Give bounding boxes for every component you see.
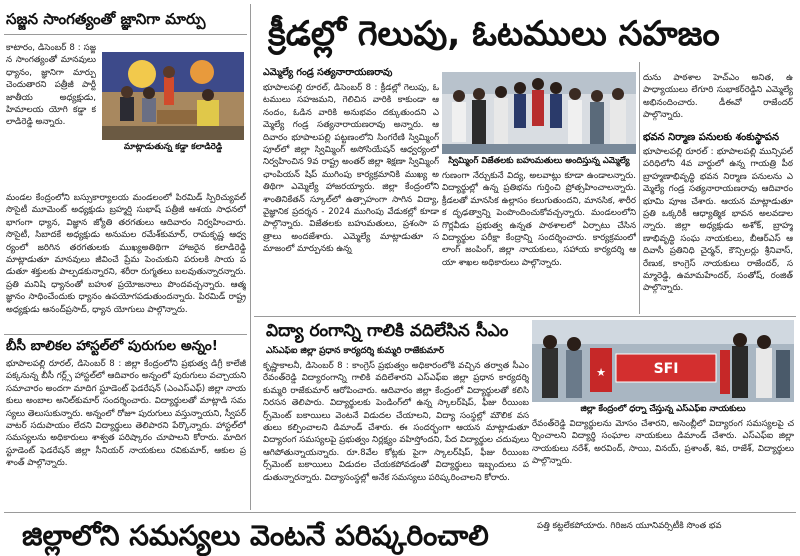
education-headline: విద్యా రంగాన్ని గాలికి వదిలేసిన సీఎం bbox=[266, 321, 509, 341]
photo-caption: మాట్లాడుతున్న కడ్డా కలాడిరెడ్డి bbox=[123, 142, 223, 152]
sfi-protest-photo bbox=[532, 320, 794, 402]
education-body-text: కృష్ణాకాలనీ, డిసెంబర్ 8 : కాంగ్రెస్ ప్రభుత్వం అధికారంలోకి వచ్చిన తర్వాత సీఎం రేవంత్‌రెడ్డి విద్యారంగాన్ని గాలికి వదిలేశారని ఎస్ఎఫ్ఐ జిల్లా ప్రధాన కార్యదర్శి కుమ్మరి రాజేకుమార్ ఆరోపించారు. ఆదివారం జిల్లా కేంద్రంలో విద్యార్థులతో కలిసి నిరసన తెలిపారు. విద్యార్థులకు పెండింగ్‌లో ఉన్న స్కాలర్‌షిప్, ఫీజు రీయింబర్స్‌మెంట్ బకాయిలు వెంటనే విడుదల చేయాలని, విద్యా సంస్థల్లో మౌలిక వసతులు కల్పించాలని డిమాండ్ చేశారు. ఈ సందర్భంగా ఆయన మాట్లాడుతూ విద్యారంగ సమస్యలపై ప్రభుత్వం నిర్లక్ష్యం వహిస్తోందని, పేద విద్యార్థుల చదువులు ఆగిపోతున్నాయన్నారు. రూ.8వేల కోట్లకు పైగా స్కాలర్‌షిప్, ఫీజు రీయింబర్స్‌మెంట్ బకాయిలు విడుదల చేయకపోవడంతో విద్యార్థులు ఇబ్బందులు పడుతున్నారన్నారు. విద్యాసంస్థల్లో అనేక సమస్యలు పరిష్కరించాలని కోరారు. bbox=[263, 361, 529, 483]
bottom-right-text: పత్తి కట్టలేకపోయారు. గిరిజన యూనివర్సిటీకి సొంత భవ bbox=[537, 521, 722, 531]
construction-body-text: భూపాలపల్లి రూరల్ : భూపాలపల్లి మున్సిపల్ పరిధిలోని 4వ వార్డులో ఉన్న గాయత్రి పీఠ బ్రాహ్మణాభివృద్ధి భవన నిర్మాణ పనులను ఎమ్మెల్యే గండ్ర సత్యనారాయణరావు ఆదివారం భూమి పూజ చేశారు. ఆయన మాట్లాడుతూ ప్రతి ఒక్కరికీ ఆధ్యాత్మిక భావన అలవడాలన్నారు. జిల్లా అధ్యక్షుడు అశోక్, బ్రాహ్మణాభివృద్ధి సంఘ నాయకులు, బీఆర్ఎస్ ఆదివాసీ ప్రతినిధి చైర్మన్, కౌన్సిలర్లు శ్రీనివాస్, రేణుక, కాంగ్రెస్ నాయకులు రాజేందర్, సమ్మారెడ్డి, ఉమామహేందర్, సంతోష్, రంజిత్ పాల్గొన్నారు. bbox=[643, 147, 793, 294]
meditation-event-photo bbox=[102, 52, 244, 140]
sports-byline: ఎమ్మెల్యే గండ్ర సత్యనారాయణరావు bbox=[263, 67, 393, 78]
divider bbox=[4, 334, 247, 335]
divider bbox=[4, 512, 796, 513]
swimming-award-photo bbox=[442, 72, 636, 154]
education-right-text: రేవంత్‌రెడ్డి విద్యార్థులను మోసం చేశారని, అసెంబ్లీలో విద్యారంగ సమస్యలపై చర్చించాలని విద్యార్థి సంఘాల నాయకులు డిమాండ్ చేశారు. ఎస్ఎఫ్ఐ జిల్లా నాయకులు నరేశ్, అరవింద్, సాయి, వినయ్, ప్రశాంత్, శివ, రాజేశ్, విద్యార్థులు పాల్గొన్నారు. bbox=[532, 419, 794, 467]
sports-body-text: భూపాలపల్లి రూరల్, డిసెంబర్ 8 : క్రీడల్లో గెలుపు, ఓటములు సహజమని, గెలిచిన వారికి కాకుండా ఆనందం, ఓడిన వారికి అనుభవం దక్కుతుందని ఎమ్మెల్యే గండ్ర సత్యనారాయణరావు అన్నారు. ఆదివారం భూపాలపల్లి పట్టణంలోని సింగరేణి స్విమ్మింగ్ పూల్‌లో జిల్లా స్విమ్మింగ్ అసోసియేషన్ ఆధ్వర్యంలో నిర్వహించిన 9వ రాష్ట్ర అంతర్ జిల్లా శిక్షణా స్విమ్మింగ్ ఛాంపియన్ షిప్ ముగింపు కార్యక్రమానికి ముఖ్య అతిథిగా ఎమ్మెల్యే హాజరయ్యారు. జిల్లా కేంద్రంలోని శాంతినికేతన్ స్కూల్‌లో ఉత్సాహంగా సాగిన విద్యా, వైజ్ఞానిక ప్రదర్శన - 2024 ముగింపు వేడుకల్లో కూడా పాల్గొన్నారు. విజేతలకు బహుమతులు, ప్రశంసా పత్రాలు అందజేశారు. ఎమ్మెల్యే మాట్లాడుతూ సమాజంలో మార్పునకు ఉన్న bbox=[263, 83, 439, 255]
photo-caption: స్విమ్మింగ్ విజేతలకు బహుమతులు అందిస్తున్న ఎమ్మెల్యే bbox=[448, 156, 630, 166]
bc-hostel-headline: బీసీ బాలికల హాస్టల్‌లో పురుగుల అన్నం! bbox=[6, 338, 218, 354]
education-byline: ఎస్ఎఫ్ఐ జిల్లా ప్రధాన కార్యదర్శి కుమ్మరి రాజేకుమార్ bbox=[266, 346, 445, 356]
column-divider bbox=[250, 4, 251, 510]
column-divider bbox=[639, 62, 640, 314]
bc-hostel-body-text: భూపాలపల్లి రూరల్, డిసెంబర్ 8 : జిల్లా కేంద్రంలోని ప్రభుత్వ డిగ్రీ కాలేజీ పక్కనున్న బీసీ గర్ల్స్ హాస్టల్‌లో ఆదివారం అన్నంలో పురుగులు వచ్చాయని సమాచారం అందగా మాదిగ స్టూడెంట్ ఫెడరేషన్ (ఎంఎస్‌ఎఫ్) జిల్లా నాయకులు అంబాల అనిల్‌కుమార్ సందర్శించారు. విద్యార్థులతో మాట్లాడి సమస్యలు తెలుసుకున్నారు. అన్నంలో రోజూ పురుగులు వస్తున్నాయని, స్వీపర్ వాటర్ సదుపాయం లేదని విద్యార్థులు తెలిపారని పేర్కొన్నారు. హాస్టల్‌లో సమస్యలను అధికారులు శాశ్వత పరిష్కారం చూపాలని కోరారు. మాదిగ స్టూడెంట్ ఫెడరేషన్ జిల్లా సీనియర్ నాయకులు రవికుమార్, ఆకుల ప్రశాంత్ పాల్గొన్నారు. bbox=[6, 359, 246, 469]
photo-caption: జిల్లా కేంద్రంలో ధర్నా చేస్తున్న ఎస్ఎఫ్ఐ నాయకులు bbox=[580, 404, 746, 414]
construction-subhead: భవన నిర్మాణ పనులకు శంకుస్థాపన bbox=[643, 132, 780, 143]
top-left-lead-text: కాటారం, డిసెంబర్ 8 : సజ్జన సాంగత్యంతో మానవులు ధ్యానం, జ్ఞానిగా మార్పు చెందుతారని పత్రీజీ పార్టీ జాతీయ అధ్యక్షుడు, హిమాలయ యోగి కడ్డా కలాడిరెడ్డి అన్నారు. bbox=[6, 43, 96, 128]
divider bbox=[4, 34, 247, 35]
divider bbox=[254, 316, 796, 317]
top-left-body-text: మండల కేంద్రంలోని బస్సుకార్యాలయ మండలంలో పిరమిడ్ స్పిరిచ్యువల్ సొసైటీ మూమెంట్ అధ్యక్షుడు బ్రహ్మర్షి సుభాష్ పత్రీజీ ఆశయ సాధనలో భాగంగా ధ్యాన, విజ్ఞాన జ్యోతి తరగతులు ఆదివారం నిర్వహించారు. సొసైటీ, సిబాదకే అధ్యక్షుడు అనుమల రమేశ్‌కుమార్, రామకృష్ణ ఆధ్వర్యంలో జరిగిన తరగతులకు ముఖ్యఅతిథిగా హాజరైన కలాడిరెడ్డి మాట్లాడుతూ మానవులు జీవించే ప్రేమ పెంచుకుని పరులకి సాయ పడుతూ శక్తులకు పాల్పడకున్నారని, శరీరా రుగ్మతలు బలవుతున్నారన్నారు. ప్రతి మనిషి ధ్యానంతో బహుళ ప్రయోజనాలు పొందవచ్చన్నారు. ఆత్మజ్ఞానం సాధించేందుకు ధ్యానం ఉపయోగపడుతుందన్నారు. పిరమిడ్ రాష్ట్ర అధ్యక్షుడు ఆనంద్‌ప్రసాద్, ధ్యాన యోగులు పాల్గొన్నారు. bbox=[6, 193, 246, 315]
sports-body-text-2: గుణంగా నేర్చుకునే విద్య, అలవాట్లు కూడా ఉండాలన్నారు. విద్యార్థుల్లో ఉన్న ప్రతిభను గుర్తించి ప్రోత్సహించాలన్నారు. క్రీడలతో మానసిక ఉల్లాసం కలుగుతుందని, మానసిక, శారీరక దృఢత్వాన్ని పెంపొందించుకోవచ్చన్నారు. మండలంలోని గొర్లవీడు ప్రభుత్వ ఉన్నత పాఠశాలలో ఏర్పాటు చేసిన విద్యార్థుల పరీక్షా కేంద్రాన్ని సందర్శించారు. కార్యక్రమంలో లాంగ్ జంపింగ్, జిల్లా నాయకులు, సహాయ కార్యదర్శి ఆయా శాఖల అధికారులు పాల్గొన్నారు. bbox=[442, 171, 636, 268]
svg-text:★: ★ bbox=[596, 366, 606, 379]
top-left-headline: సజ్జన సాంగత్యంతో జ్ఞానిగా మార్పు bbox=[6, 10, 206, 28]
sports-right-top-text: దును పాఠశాల హెచ్ఎం అనిత, ఉపాధ్యాయులు లేగూరి సుభాకర్‌రెడ్డిని ఎమ్మెల్యే అభినందించారు. డీఈవో రాజేందర్ పాల్గొన్నారు. bbox=[643, 73, 793, 121]
sfi-banner-text: SFI bbox=[653, 361, 679, 377]
sports-headline: క్రీడల్లో గెలుపు, ఓటములు సహజం bbox=[268, 14, 720, 54]
bottom-headline: జిల్లాలోని సమస్యలు వెంటనే పరిష్కరించాలి bbox=[22, 519, 489, 552]
